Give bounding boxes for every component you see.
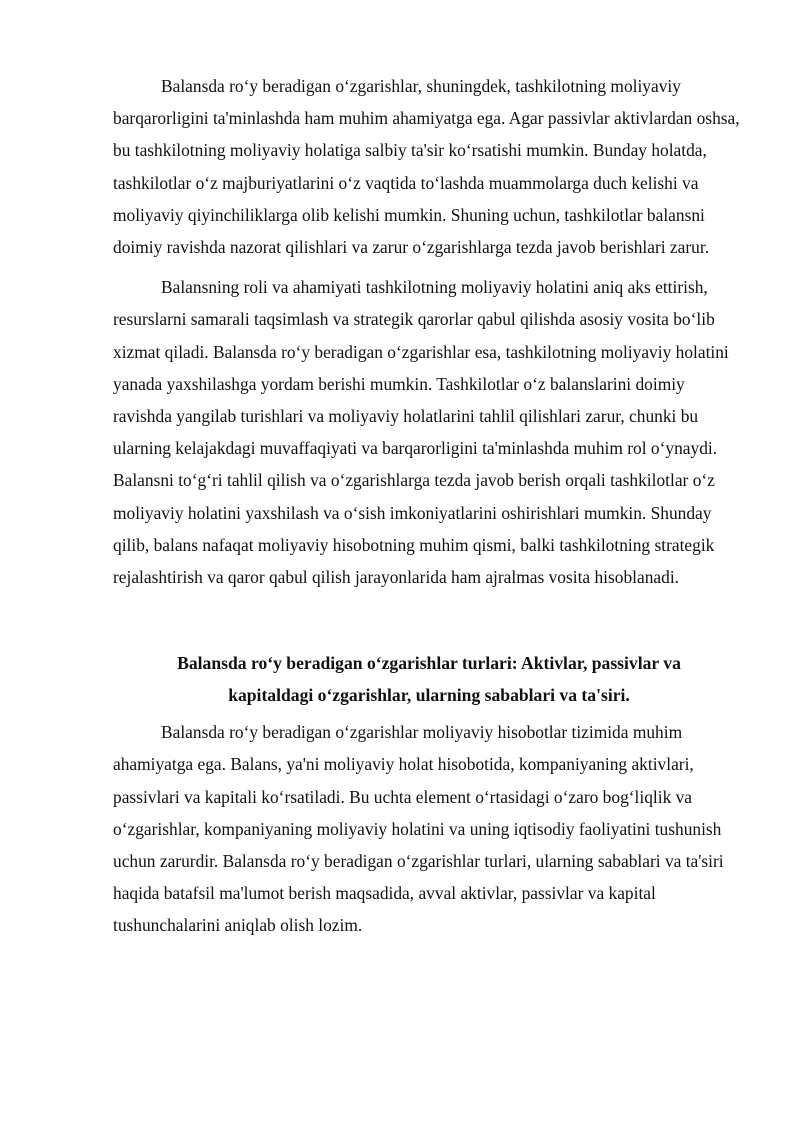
document-page [113, 70, 745, 942]
paragraph-financial-stability: Balansda roʻy beradigan oʻzgarishlar, shuningdek, tashkilotning moliyaviy barqarorligini ta'minlashda ham muhim ahamiyatga ega. Agar passivlar aktivlardan oshsa, bu tashkilotning moliyaviy holatiga salbiy ta'sir koʻrsatishi mumkin. Bunday holatda, tashkilotlar oʻz majburiyatlarini oʻz vaqtida toʻlashda muammolarga duch kelishi va moliyaviy qiyinchiliklarga olib kelishi mumkin. Shuning uchun, tashkilotlar balansni doimiy ravishda nazorat qilishlari va zarur oʻzgarishlarga tezda javob berishlari zarur. [113, 76, 740, 258]
section-heading: Balansda roʻy beradigan oʻzgarishlar turlari: Aktivlar, passivlar va kapitaldagi oʻzgarishlar, ularning sabablari va ta'siri. [177, 653, 681, 706]
paragraph-balance-role: Balansning roli va ahamiyati tashkilotning moliyaviy holatini aniq aks ettirish, resurslarni samarali taqsimlash va strategik qarorlar qabul qilishda asosiy vosita boʻlib xizmat qiladi. Balansda roʻy beradigan oʻzgarishlar esa, tashkilotning moliyaviy holatini yanada yaxshilashga yordam berishi mumkin. Tashkilotlar oʻz balanslarini doimiy ravishda yangilab turishlari va moliyaviy holatlarini tahlil qilishlari zarur, chunki bu ularning kelajakdagi muvaffaqiyati va barqarorligini ta'minlashda muhim rol oʻynaydi. Balansni toʻgʻri tahlil qilish va oʻzgarishlarga tezda javob berish orqali tashkilotlar oʻz moliyaviy holatini yaxshilash va oʻsish imkoniyatlarini oshirishlari mumkin. Shunday qilib, balans nafaqat moliyaviy hisobotning muhim qismi, balki tashkilotning strategik rejalashtirish va qaror qabul qilish jarayonlarida ham ajralmas vosita hisoblanadi. [113, 277, 729, 588]
paragraph-balance-changes-intro: Balansda roʻy beradigan oʻzgarishlar moliyaviy hisobotlar tizimida muhim ahamiyatga ega. Balans, ya'ni moliyaviy holat hisobotida, kompaniyaning aktivlari, passivlari va kapitali koʻrsatiladi. Bu uchta element oʻrtasidagi oʻzaro bogʻliqlik va oʻzgarishlar, kompaniyaning moliyaviy holatini va uning iqtisodiy faoliyatini tushunish uchun zarurdir. Balansda roʻy beradigan oʻzgarishlar turlari, ularning sabablari va ta'siri haqida batafsil ma'lumot berish maqsadida, avval aktivlar, passivlar va kapital tushunchalarini aniqlab olish lozim. [113, 722, 724, 936]
